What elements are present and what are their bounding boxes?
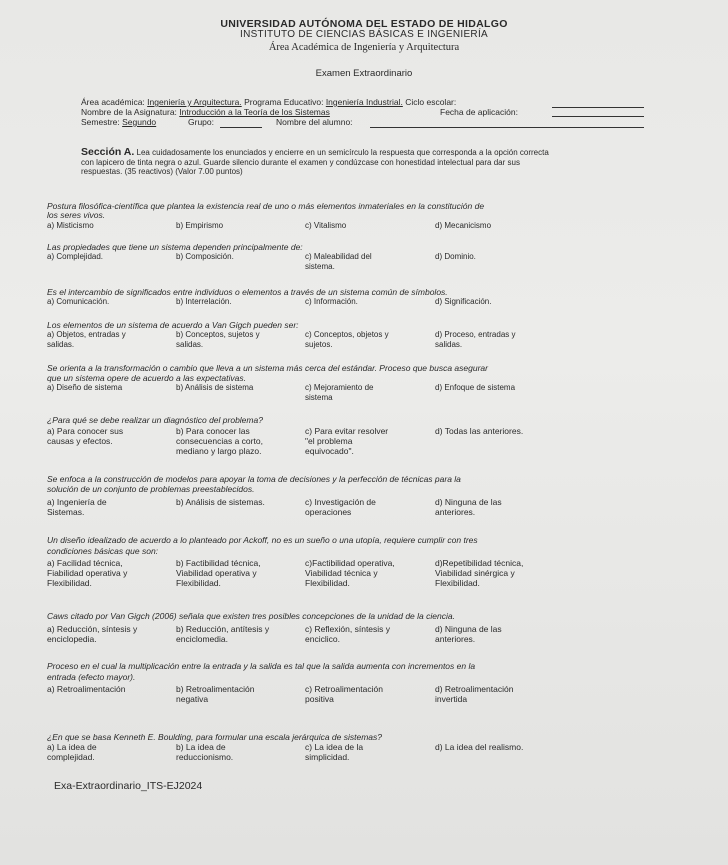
date-field[interactable]: [552, 116, 644, 117]
group-label: Grupo:: [188, 117, 214, 127]
question-6-option-d[interactable]: d) Todas las anteriores.: [435, 426, 524, 436]
exam-code-footer: Exa-Extraordinario_ITS-EJ2024: [54, 780, 203, 792]
question-5-stem: Se orienta a la transformación o cambio que lleva a un sistema más cerca del estándar. Proceso que busca asegurar: [47, 363, 488, 373]
question-1-option-b[interactable]: b) Empirismo: [176, 221, 224, 230]
question-7-option-c[interactable]: operaciones: [305, 507, 352, 517]
question-2-option-c[interactable]: c) Maleabilidad del: [305, 252, 372, 261]
question-10-option-b[interactable]: negativa: [176, 694, 209, 704]
info-line-3: [81, 117, 156, 127]
exam-title: Examen Extraordinario: [315, 68, 413, 79]
question-9-option-c[interactable]: c) Reflexión, síntesis y: [305, 624, 391, 634]
question-10-stem: Proceso en el cual la multiplicación entre la entrada y la salida es tal que la salida aumenta con incrementos en la: [47, 661, 476, 671]
question-9-option-a[interactable]: a) Reducción, síntesis y: [47, 624, 138, 634]
question-4-option-a[interactable]: salidas.: [47, 340, 75, 349]
academic-area-title: Área Académica de Ingeniería y Arquitectura: [268, 42, 460, 53]
question-6-option-c[interactable]: c) Para evitar resolver: [305, 426, 389, 436]
question-8-stem: condiciones básicas que son:: [47, 546, 159, 556]
question-2-option-c[interactable]: sistema.: [305, 262, 335, 271]
question-2-option-a[interactable]: a) Complejidad.: [47, 252, 104, 261]
question-2-option-b[interactable]: b) Composición.: [176, 252, 234, 261]
question-3-option-d[interactable]: d) Significación.: [435, 297, 492, 306]
question-1-stem: los seres vivos.: [47, 210, 106, 220]
question-8-option-d[interactable]: d)Repetibilidad técnica,: [435, 558, 524, 568]
question-4-option-d[interactable]: d) Proceso, entradas y: [435, 330, 516, 339]
question-1-option-d[interactable]: d) Mecanicismo: [435, 221, 492, 230]
question-11-option-a[interactable]: a) La idea de: [47, 742, 97, 752]
question-8-option-a[interactable]: a) Facilidad técnica,: [47, 558, 123, 568]
question-7-stem: solución de un conjunto de problemas preestablecidos.: [47, 484, 255, 494]
section-instructions-line-1: Sección A. Lea cuidadosamente los enunciados y encierre en un semicírculo la respuesta que corresponda a la opción correcta: [81, 146, 549, 158]
subject-value: Introducción a la Teoría de los Sistemas: [179, 107, 330, 117]
question-4-option-a[interactable]: a) Objetos, entradas y: [47, 330, 126, 339]
cycle-label: Ciclo escolar:: [405, 97, 457, 107]
question-1-option-a[interactable]: a) Misticismo: [47, 221, 94, 230]
question-8-option-d[interactable]: Viabilidad sinérgica y: [435, 568, 515, 578]
question-6-option-b[interactable]: consecuencias a corto,: [176, 436, 263, 446]
question-9-option-b[interactable]: enciclomedia.: [176, 634, 228, 644]
question-5-stem: que un sistema opere de acuerdo a las expectativas.: [47, 373, 246, 383]
question-11-option-b[interactable]: b) La idea de: [176, 742, 226, 752]
question-10-stem: entrada (efecto mayor).: [47, 672, 136, 682]
question-8-option-b[interactable]: b) Factibilidad técnica,: [176, 558, 261, 568]
question-11-option-c[interactable]: c) La idea de la: [305, 742, 364, 752]
area-value: Ingeniería y Arquitectura.: [147, 97, 242, 107]
question-7-stem: Se enfoca a la construcción de modelos para apoyar la toma de decisiones y la perfección de técnicas para la: [47, 474, 461, 484]
question-4-option-d[interactable]: salidas.: [435, 340, 463, 349]
program-value: Ingeniería Industrial.: [325, 97, 403, 107]
student-label: Nombre del alumno:: [276, 117, 353, 127]
question-8-option-a[interactable]: Flexibilidad.: [47, 578, 92, 588]
question-4-stem: Los elementos de un sistema de acuerdo a Van Gigch pueden ser:: [47, 320, 299, 330]
question-10-option-b[interactable]: b) Retroalimentación: [176, 684, 255, 694]
question-4-option-c[interactable]: sujetos.: [305, 340, 333, 349]
info-line-1: [81, 97, 456, 107]
institute-name: INSTITUTO DE CIENCIAS BÁSICAS E INGENIERÍA: [239, 29, 488, 40]
question-8-option-c[interactable]: Flexibilidad.: [305, 578, 350, 588]
question-7-option-d[interactable]: d) Ninguna de las: [435, 497, 502, 507]
question-5-option-c[interactable]: c) Mejoramiento de: [305, 383, 374, 392]
question-7-option-a[interactable]: a) Ingeniería de: [47, 497, 107, 507]
question-8-stem: Un diseño idealizado de acuerdo a lo planteado por Ackoff, no es un sueño o una utopía, requiere cumplir con tres: [47, 535, 478, 545]
question-10-option-c[interactable]: c) Retroalimentación: [305, 684, 383, 694]
question-11-option-b[interactable]: reduccionismo.: [176, 752, 234, 762]
semester-label: Semestre:: [81, 117, 120, 127]
question-5-option-c[interactable]: sistema: [305, 393, 333, 402]
question-5-option-d[interactable]: d) Enfoque de sistema: [435, 383, 516, 392]
question-7-option-c[interactable]: c) Investigación de: [305, 497, 376, 507]
question-8-option-b[interactable]: Flexibilidad.: [176, 578, 221, 588]
area-label: Área académica:: [81, 97, 145, 107]
question-6-option-b[interactable]: b) Para conocer las: [176, 426, 250, 436]
question-7-option-b[interactable]: b) Análisis de sistemas.: [176, 497, 265, 507]
question-6-option-c[interactable]: "el problema: [305, 436, 353, 446]
question-8-option-c[interactable]: Viabilidad técnica y: [305, 568, 378, 578]
question-6-stem: ¿Para qué se debe realizar un diagnóstico del problema?: [47, 415, 263, 425]
question-11-stem: ¿En que se basa Kenneth E. Boulding, para formular una escala jerárquica de sistemas?: [47, 732, 383, 742]
section-title: Sección A.: [81, 146, 135, 158]
question-7-option-a[interactable]: Sistemas.: [47, 507, 85, 517]
question-7-option-d[interactable]: anteriores.: [435, 507, 476, 517]
question-1-option-c[interactable]: c) Vitalismo: [305, 221, 347, 230]
question-9-option-a[interactable]: enciclopedia.: [47, 634, 97, 644]
question-8-option-a[interactable]: Fiabilidad operativa y: [47, 568, 128, 578]
question-6-option-c[interactable]: equivocado".: [305, 446, 354, 456]
question-9-option-d[interactable]: anteriores.: [435, 634, 476, 644]
question-11-option-d[interactable]: d) La idea del realismo.: [435, 742, 524, 752]
question-3-option-b[interactable]: b) Interrelación.: [176, 297, 232, 306]
question-8-option-c[interactable]: c)Factibilidad operativa,: [305, 558, 395, 568]
question-3-option-a[interactable]: a) Comunicación.: [47, 297, 110, 306]
cycle-field[interactable]: [552, 107, 644, 108]
question-8-option-d[interactable]: Flexibilidad.: [435, 578, 480, 588]
question-5-option-a[interactable]: a) Diseño de sistema: [47, 383, 123, 392]
group-field[interactable]: [220, 127, 262, 128]
question-2-option-d[interactable]: d) Dominio.: [435, 252, 476, 261]
semester-value: Segundo: [122, 117, 157, 127]
university-name: UNIVERSIDAD AUTÓNOMA DEL ESTADO DE HIDALGO: [220, 18, 508, 30]
section-instructions-line-2: con lapicero de tinta negra o azul. Guarde silencio durante el examen y condúzcase con honestidad intelectual para dar sus: [81, 158, 520, 167]
question-4-option-c[interactable]: c) Conceptos, objetos y: [305, 330, 389, 339]
question-11-option-a[interactable]: complejidad.: [47, 752, 95, 762]
question-8-option-b[interactable]: Viabilidad operativa y: [176, 568, 257, 578]
question-4-option-b[interactable]: b) Conceptos, sujetos y: [176, 330, 260, 339]
question-1-stem: Postura filosófica-científica que plantea la existencia real de uno o más elementos inmateriales en la constitución de: [47, 201, 485, 211]
date-label: Fecha de aplicación:: [440, 107, 518, 117]
subject-label: Nombre de la Asignatura:: [81, 107, 177, 117]
info-line-2: [81, 107, 330, 117]
question-6-option-a[interactable]: causas y efectos.: [47, 436, 113, 446]
question-9-option-b[interactable]: b) Reducción, antítesis y: [176, 624, 270, 634]
question-6-option-b[interactable]: mediano y largo plazo.: [176, 446, 262, 456]
question-9-option-c[interactable]: enciclico.: [305, 634, 340, 644]
question-10-option-c[interactable]: positiva: [305, 694, 334, 704]
question-10-option-d[interactable]: invertida: [435, 694, 468, 704]
question-9-stem: Caws citado por Van Gigch (2006) señala que existen tres posibles concepciones de la unidad de la ciencia.: [47, 611, 455, 621]
program-label: Programa Educativo:: [244, 97, 324, 107]
question-4-option-b[interactable]: salidas.: [176, 340, 204, 349]
student-name-field[interactable]: [370, 127, 644, 128]
question-10-option-a[interactable]: a) Retroalimentación: [47, 684, 126, 694]
question-11-option-c[interactable]: simplicidad.: [305, 752, 350, 762]
question-10-option-d[interactable]: d) Retroalimentación: [435, 684, 514, 694]
question-2-stem: Las propiedades que tiene un sistema dependen principalmente de:: [47, 242, 303, 252]
section-instructions-line-3: respuestas. (35 reactivos) (Valor 7.00 puntos): [81, 167, 243, 176]
question-6-option-a[interactable]: a) Para conocer sus: [47, 426, 124, 436]
question-3-option-c[interactable]: c) Información.: [305, 297, 358, 306]
question-3-stem: Es el intercambio de significados entre individuos o elementos a través de un sistema común de símbolos.: [47, 287, 448, 297]
question-5-option-b[interactable]: b) Análisis de sistema: [176, 383, 254, 392]
question-9-option-d[interactable]: d) Ninguna de las: [435, 624, 502, 634]
